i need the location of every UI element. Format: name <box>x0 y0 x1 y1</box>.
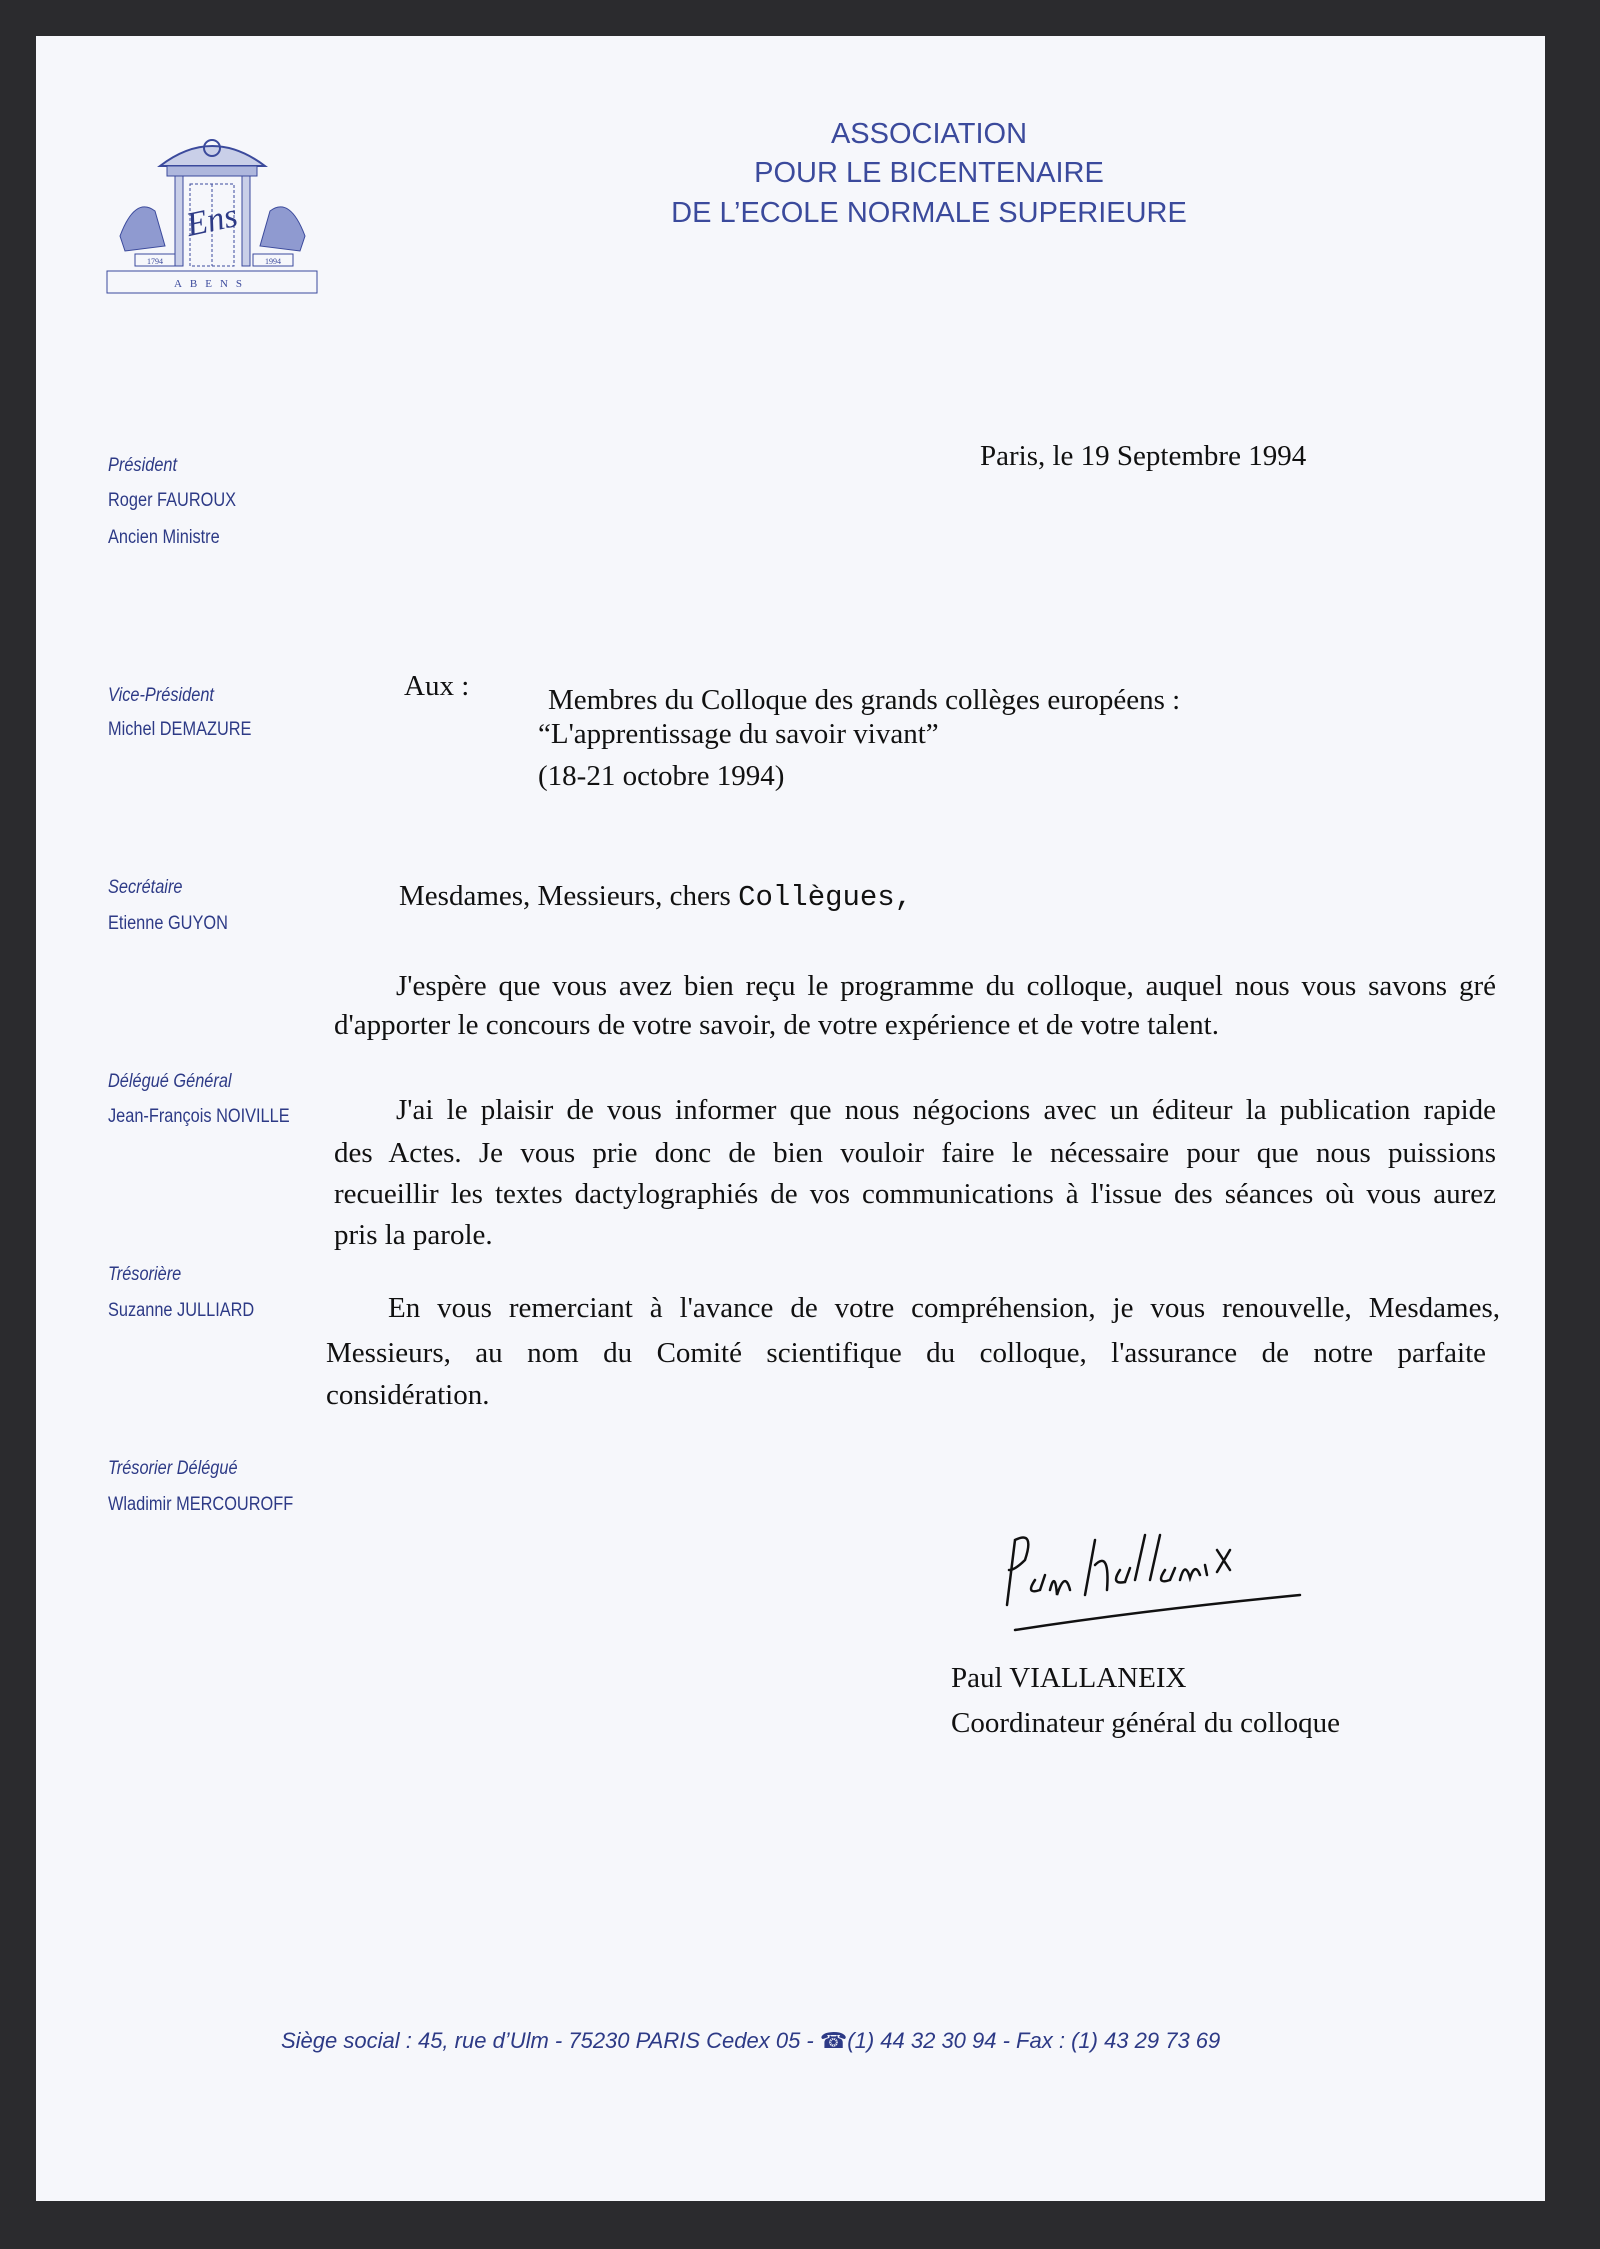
header-line-3: DE L’ECOLE NORMALE SUPERIEURE <box>671 197 1187 229</box>
abens-logo <box>105 126 320 296</box>
salutation-text: Mesdames, Messieurs, chers <box>399 880 739 912</box>
sidebar-title: Trésorier Délégué <box>108 1458 238 1479</box>
handwritten-signature <box>995 1510 1315 1640</box>
paragraph-line: d'apporter le concours de votre savoir, de votre expérience et de votre talent. <box>334 1009 1219 1041</box>
salutation <box>399 880 912 914</box>
signatory-role: Coordinateur général du colloque <box>951 1707 1340 1739</box>
sidebar-note: Ancien Ministre <box>108 527 220 548</box>
sidebar-title: Vice-Président <box>108 685 214 706</box>
paragraph-line: pris la parole. <box>334 1219 493 1251</box>
sidebar-title: Délégué Général <box>108 1071 232 1092</box>
footer-address: Siège social : 45, rue d’Ulm - 75230 PARIS Cedex 05 - <box>281 2028 820 2053</box>
logo-year-left: 1794 <box>147 257 163 266</box>
footer-address-line <box>281 2028 1220 2054</box>
header-line-2: POUR LE BICENTENAIRE <box>754 157 1104 189</box>
sidebar-name: Etienne GUYON <box>108 913 228 934</box>
sidebar-name: Roger FAUROUX <box>108 490 237 511</box>
footer-phone-fax: (1) 44 32 30 94 - Fax : (1) 43 29 73 69 <box>847 2028 1221 2053</box>
sidebar-name: Suzanne JULLIARD <box>108 1300 255 1321</box>
sidebar-title: Trésorière <box>108 1264 182 1285</box>
logo-name: ABENS <box>173 278 251 290</box>
signatory-name: Paul VIALLANEIX <box>951 1662 1187 1694</box>
sidebar-name: Michel DEMAZURE <box>108 719 252 740</box>
sidebar-title: Président <box>108 455 178 476</box>
header-line-1: ASSOCIATION <box>830 118 1028 150</box>
salutation-typed: Collègues, <box>738 881 913 914</box>
recipient-label: Aux : <box>404 670 470 702</box>
sidebar-name: Wladimir MERCOUROFF <box>108 1494 294 1515</box>
sidebar-name: Jean-François NOIVILLE <box>108 1106 290 1127</box>
logo-monogram: Ens <box>183 197 241 244</box>
letter-date: Paris, le 19 Septembre 1994 <box>980 440 1307 472</box>
telephone-icon: ☎ <box>819 2028 848 2053</box>
paragraph-line: recueillir les textes dactylographiés de vos communications à l'issue des séances où vous aurez <box>334 1178 1496 1210</box>
paragraph-line: des Actes. Je vous prie donc de bien vouloir faire le nécessaire pour que nous puissions <box>334 1137 1496 1169</box>
logo-year-right: 1994 <box>265 257 281 266</box>
paragraph-line: Messieurs, au nom du Comité scientifique du colloque, l'assurance de notre parfaite <box>326 1337 1486 1369</box>
sidebar-title: Secrétaire <box>108 877 183 898</box>
recipient-line: Membres du Colloque des grands collèges européens : <box>548 684 1181 716</box>
paragraph-line: J'espère que vous avez bien reçu le programme du colloque, auquel nous vous savons gré <box>396 970 1496 1002</box>
recipient-line: “L'apprentissage du savoir vivant” <box>538 718 939 750</box>
paragraph-line: En vous remerciant à l'avance de votre compréhension, je vous renouvelle, Mesdames, <box>388 1292 1500 1324</box>
paragraph-line: J'ai le plaisir de vous informer que nous négocions avec un éditeur la publication rapide <box>396 1094 1496 1126</box>
paragraph-line: considération. <box>326 1379 490 1411</box>
recipient-line: (18-21 octobre 1994) <box>538 760 785 792</box>
